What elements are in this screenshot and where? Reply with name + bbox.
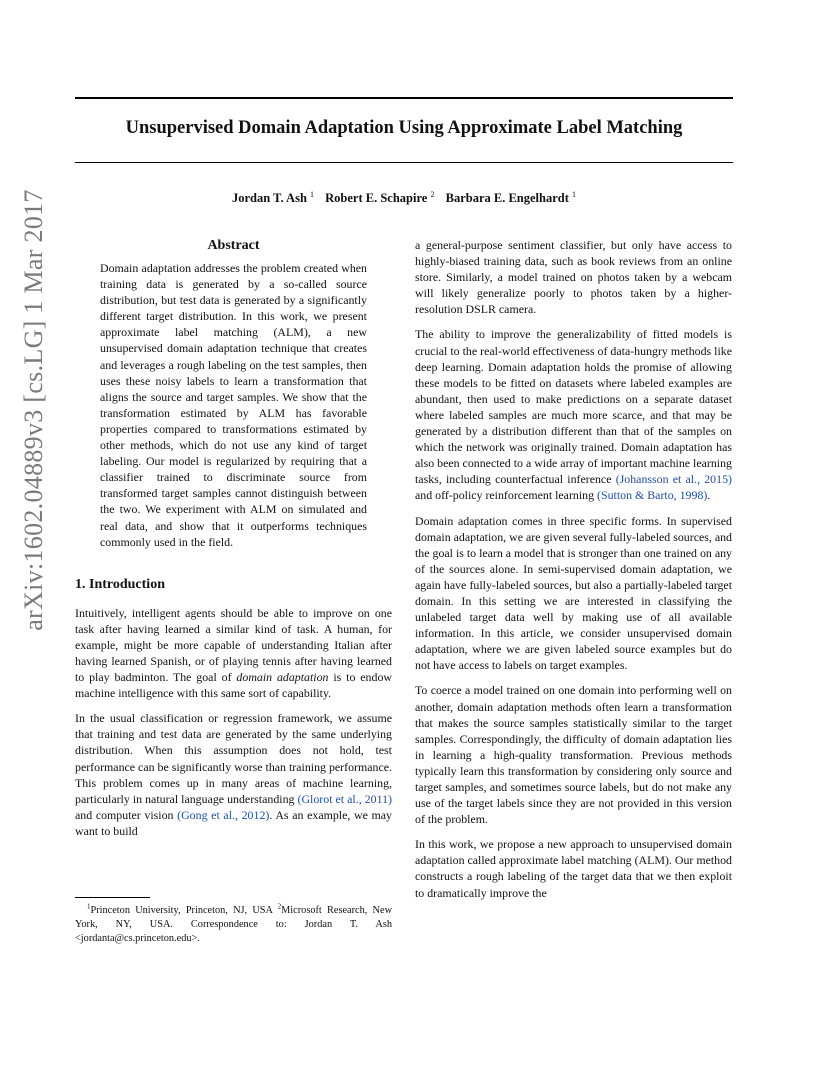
footnote-mark: 1 — [87, 902, 91, 911]
right-column — [415, 237, 732, 910]
text-run: is to endow machine intelligence with this same sort of capability. — [75, 670, 392, 701]
author-list — [75, 191, 733, 206]
author-1 — [232, 191, 314, 205]
title-rule-bottom — [75, 162, 733, 163]
text-run: and computer vision — [75, 807, 178, 822]
text-run: and off-policy reinforcement learning — [415, 488, 598, 503]
title-rule-top — [75, 97, 733, 99]
author-name: Barbara E. Engelhardt — [445, 191, 569, 205]
paragraph-coerce-model: To coerce a model trained on one domain into performing well on another, domain adaptation methods often learn a transformation that makes the source samples statistically similar to the target samples. Correspondingly, the difficulty of domain adaptation lies in learning a high-quality transformation. Previous methods typically learn this transformation by considering only source and target samples, and sometimes source labels, but do not make any use of the target labels since they are not provided in this version of the problem. — [415, 683, 732, 827]
paragraph-this-work: In this work, we propose a new approach to unsupervised domain adaptation called approximate label matching (ALM). Our method constructs a rough labeling of the target data that we then exploit to dramatically improve the — [415, 837, 732, 900]
author-affiliation-mark: 1 — [572, 189, 577, 199]
text-run: In the usual classification or regression framework, we assume that training and test data are generated by the same underlying distribution. When this assumption does not hold, test performance can be significantly worse than training performance. This problem comes up in many areas of machine learning, particularly in natural language understanding — [75, 711, 392, 806]
intro-paragraph-2 — [75, 710, 392, 839]
text-run: The ability to improve the generalizability of fitted models is crucial to the real-world effectiveness of data-hungry methods like deep learning. Domain adaptation holds the promise of allowing these models to be fitted on datasets where labeled examples are abundant, then used to make predictions on a separate dataset where labeled samples are much more scarce, and that may be generated by a distribution different than that of the samples on which the network was originally trained. Domain adaptation has also been connected to a wide array of important machine learning tasks, including counterfactual inference — [415, 327, 732, 487]
text-run: Intuitively, intelligent agents should be able to improve on one task after having learned a similar kind of task. A human, for example, might be more capable of understanding Italian after having learned Spanish, or of playing tennis after having learned to play badminton. The goal of — [75, 605, 392, 685]
text-run: Princeton University, Princeton, NJ, USA — [90, 905, 278, 916]
citation-link-sutton[interactable]: (Sutton & Barto, 1998) — [597, 488, 708, 503]
paragraph-sentiment-example: a general-purpose sentiment classifier, but only have access to highly-biased training data, such as book reviews from an online store. Similarly, a model trained on photos taken by a webcam will likely generalize poorly to photos taken by a higher-resolution DSLR camera. — [415, 238, 732, 317]
text-run: . — [707, 488, 711, 503]
author-name: Jordan T. Ash — [231, 191, 307, 205]
section-heading-introduction: 1. Introduction — [75, 576, 165, 592]
paragraph-generalizability — [415, 326, 732, 503]
abstract-heading: Abstract — [207, 238, 260, 253]
author-3 — [446, 191, 576, 205]
citation-link-glorot[interactable]: (Glorot et al., 2011) — [297, 791, 392, 806]
citation-link-johansson[interactable]: (Johansson et al., 2015) — [615, 472, 732, 487]
footnote-mark: 2 — [277, 902, 282, 911]
text-run: . As an example, we may want to build — [75, 807, 393, 838]
author-affiliation-mark: 1 — [310, 189, 315, 199]
footnote-rule — [75, 897, 150, 898]
footnote-text — [75, 904, 392, 946]
emphasis-domain-adaptation: domain adaptation — [236, 670, 329, 685]
affiliation-footnote — [75, 897, 392, 946]
arxiv-watermark: arXiv:1602.04889v3 [cs.LG] 1 Mar 2017 — [19, 189, 48, 631]
paper-title: Unsupervised Domain Adaptation Using Approximate Label Matching — [125, 118, 683, 138]
abstract-text: Domain adaptation addresses the problem created when training data is generated by a so-called source distribution, but test data is generated by a significantly different target distribution. In this work, we present approximate label matching (ALM), a new unsupervised domain adaptation technique that creates and leverages a rough labeling on the test samples, then uses these noisy labels to learn a transformation that aligns the source and target samples. We show that the transformation estimated by ALM has favorable properties compared to transformations estimated by other methods, which do not use any kind of target labeling. Our model is regularized by requiring that a classifier trained to discriminate source from transformed target samples cannot distinguish between the two. We experiment with ALM on simulated and real data, and show that it outperforms techniques commonly used in the field. — [100, 261, 367, 549]
citation-link-gong[interactable]: (Gong et al., 2012) — [177, 807, 270, 822]
paragraph-three-forms: Domain adaptation comes in three specific forms. In supervised domain adaptation, we are given several fully-labeled sources, and the goal is to learn a model that is stronger than one trained on any of the sources alone. In semi-supervised domain adaptation, we again have fully-labeled sources, but also a partially-labeled target domain. In this setting we are interested in classifying the unlabeled target data well by making use of all available information. In this article, we consider unsupervised domain adaptation, where we are given labeled source examples but do not have access to labels on target examples. — [415, 513, 732, 673]
left-column — [75, 237, 392, 848]
author-affiliation-mark: 2 — [430, 189, 435, 199]
intro-paragraph-1 — [75, 605, 392, 702]
author-2 — [325, 191, 434, 205]
text-run: Microsoft Research, New York, NY, USA. Correspondence to: Jordan T. Ash <jordanta@cs.princeton.edu>. — [75, 905, 393, 944]
author-name: Robert E. Schapire — [325, 191, 428, 205]
